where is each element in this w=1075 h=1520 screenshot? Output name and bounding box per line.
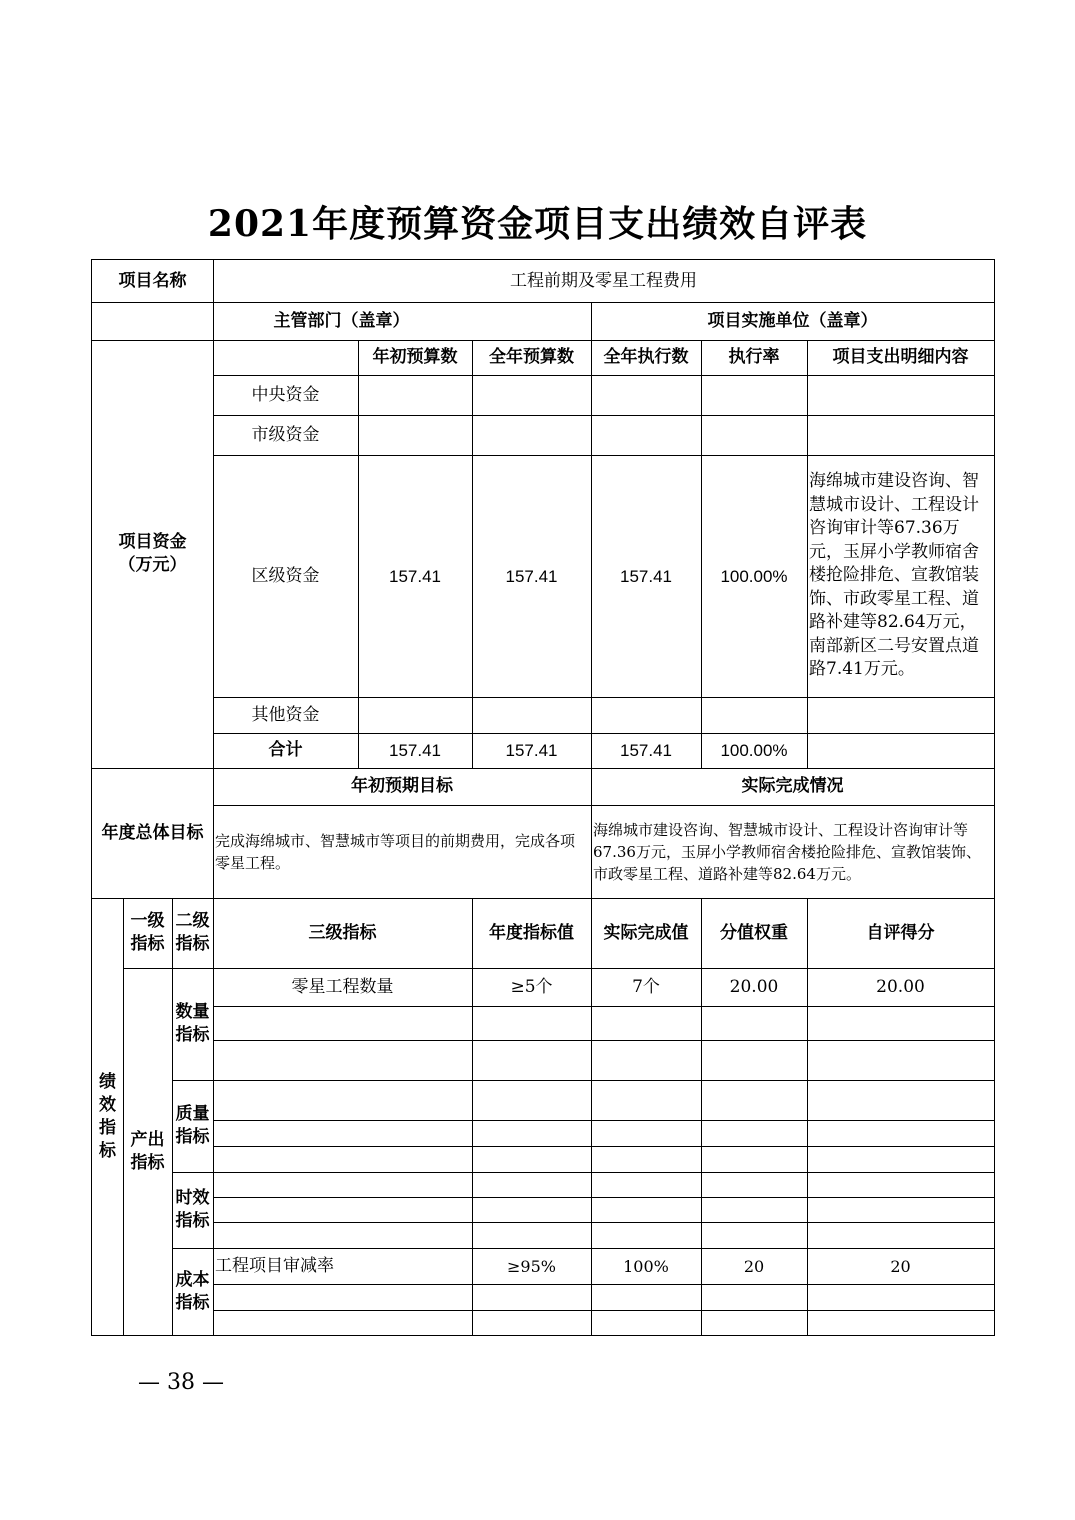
table-rule: [91, 768, 995, 769]
level3-header: 三级指标: [308, 922, 377, 943]
funds-header-initial: 年初预算数: [372, 347, 458, 367]
table-rule: [807, 898, 808, 1335]
table-border: [91, 1335, 995, 1336]
table-rule: [701, 898, 702, 1335]
goals-section-label: 年度总体目标: [101, 822, 204, 843]
table-rule: [213, 733, 994, 734]
project-name-value: 工程前期及零星工程费用: [510, 270, 697, 291]
funds-header-annual: 全年预算数: [489, 347, 574, 367]
funds-total-cell: 157.41: [505, 741, 558, 760]
table-rule: [591, 302, 592, 898]
table-border: [91, 259, 995, 260]
table-rule: [213, 415, 994, 416]
table-rule: [807, 340, 808, 768]
dept-label: 主管部门（盖章）: [273, 310, 410, 331]
goals-planned-label: 年初预期目标: [351, 776, 453, 796]
table-rule: [591, 898, 592, 1335]
table-rule: [213, 1040, 994, 1041]
project-name-label: 项目名称: [118, 270, 187, 291]
funds-total-label: 合计: [268, 740, 303, 760]
table-rule: [213, 1222, 994, 1223]
indicator-target: ≥95%: [507, 1256, 556, 1276]
actual-header: 实际完成值: [603, 922, 689, 943]
table-rule: [172, 1172, 994, 1173]
indicator-score: 20.00: [876, 976, 925, 997]
indicator-actual: 7个: [632, 976, 660, 997]
table-border: [994, 259, 995, 1336]
funds-header-executed: 全年执行数: [603, 347, 689, 367]
level1-value: 产出指标: [130, 1129, 165, 1173]
table-rule: [213, 1006, 994, 1007]
table-rule: [213, 1197, 994, 1198]
weight-header: 分值权重: [720, 922, 788, 943]
indicator-name: 零星工程数量: [291, 976, 394, 997]
funds-section-label: 项目资金（万元）: [118, 532, 187, 575]
funds-cell: 157.41: [620, 566, 672, 586]
table-rule: [172, 898, 173, 1335]
table-rule: [172, 1248, 994, 1249]
indicator-name: 工程项目审减率: [215, 1255, 334, 1276]
goals-planned-text: 完成海绵城市、智慧城市等项目的前期费用，完成各项零星工程。: [215, 831, 576, 872]
funds-header-detail: 项目支出明细内容: [832, 347, 969, 367]
group-quantity: 数量指标: [175, 1002, 210, 1045]
table-rule: [213, 259, 214, 1336]
funds-row-label: 中央资金: [251, 384, 320, 405]
indicator-weight: 20: [743, 1256, 765, 1276]
table-rule: [213, 1310, 994, 1311]
group-cost: 成本指标: [175, 1269, 210, 1313]
group-timeliness: 时效指标: [175, 1188, 210, 1231]
indicator-weight: 20.00: [729, 976, 779, 997]
goals-actual-text: 海绵城市建设咨询、智慧城市设计、工程设计咨询审计等67.36万元，玉屏小学教师宿舍楼抢险排危、宣教馆装饰、市政零星工程、道路补建等82.64万元。: [593, 820, 981, 883]
table-rule: [358, 340, 359, 768]
funds-cell: 157.41: [505, 566, 558, 586]
funds-row-label: 市级资金: [251, 424, 320, 445]
indicator-actual: 100%: [623, 1256, 669, 1276]
table-rule: [213, 1284, 994, 1285]
table-rule: [213, 375, 994, 376]
table-rule: [472, 898, 473, 1335]
indicator-score: 20: [890, 1256, 911, 1276]
funds-total-cell: 157.41: [389, 741, 441, 760]
funds-cell: 157.41: [389, 566, 441, 586]
funds-total-cell: 157.41: [620, 741, 672, 760]
funds-cell: 100.00%: [720, 566, 788, 586]
indicators-section-label: 绩效指标: [99, 1071, 116, 1161]
funds-row-label: 其他资金: [251, 704, 320, 725]
table-rule: [213, 1120, 994, 1121]
funds-row-label: 区级资金: [251, 565, 320, 586]
table-rule: [701, 340, 702, 768]
goals-actual-label: 实际完成情况: [741, 776, 844, 796]
score-header: 自评得分: [866, 922, 935, 943]
level1-header: 一级指标: [130, 911, 165, 954]
table-rule: [91, 340, 995, 341]
table-rule: [213, 1146, 994, 1147]
table-rule: [472, 340, 473, 768]
funds-detail-text: 海绵城市建设咨询、智慧城市设计、工程设计咨询审计等67.36万元，玉屏小学教师宿舍楼抢险排危、宣教馆装饰、市政零星工程、道路补建等82.64万元，南部新区二号安置点道路7.41万元。: [809, 471, 979, 680]
table-rule: [91, 898, 995, 899]
impl-unit-label: 项目实施单位（盖章）: [707, 310, 878, 331]
table-rule: [213, 805, 994, 806]
level2-header: 二级指标: [175, 911, 210, 954]
table-rule: [123, 898, 124, 1335]
page-number: — 38 —: [138, 1370, 224, 1395]
funds-header-rate: 执行率: [728, 347, 780, 367]
table-rule: [213, 697, 994, 698]
table-rule: [91, 302, 995, 303]
table-border: [91, 259, 92, 1336]
indicator-target: ≥5个: [510, 976, 553, 997]
table-rule: [213, 455, 994, 456]
table-rule: [123, 968, 994, 969]
funds-total-cell: 100.00%: [720, 741, 788, 760]
page-title: 2021年度预算资金项目支出绩效自评表: [207, 203, 868, 245]
group-quality: 质量指标: [175, 1104, 210, 1147]
table-rule: [172, 1080, 994, 1081]
target-header: 年度指标值: [489, 922, 574, 943]
